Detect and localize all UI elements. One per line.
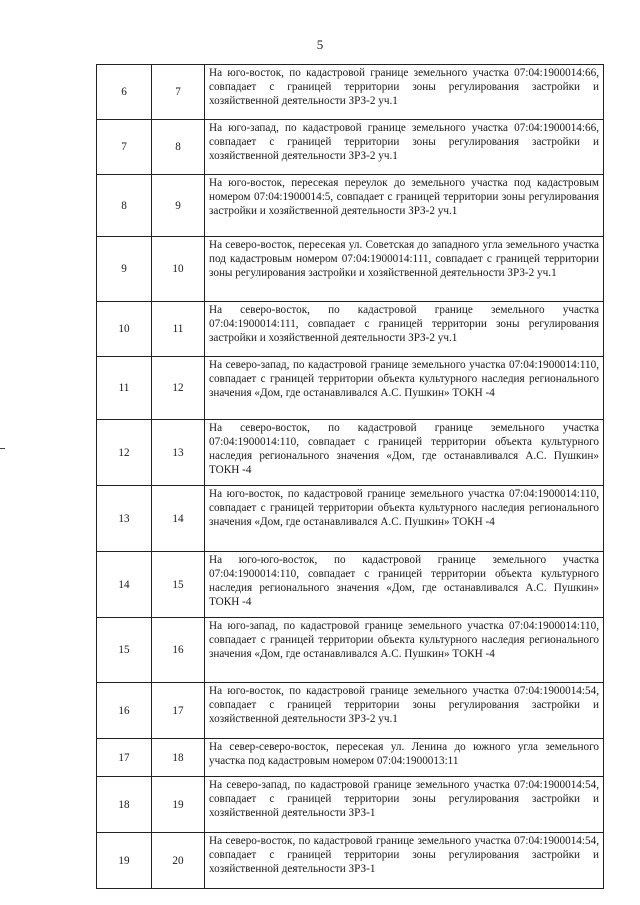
table-row — [97, 552, 604, 618]
from-point-cell: 14 — [97, 552, 152, 618]
to-point-cell: 7 — [152, 65, 205, 120]
table-row — [97, 833, 604, 889]
from-point-cell: 17 — [97, 739, 152, 777]
table-row — [97, 65, 604, 120]
description-cell: На северо-восток, по кадастровой границе земельного участка 07:04:1900014:111, совпадает с границей территории зоны регулирования застройки и хозяйственной деятельности ЗРЗ-2 уч.1 — [205, 302, 604, 357]
from-point-cell: 19 — [97, 833, 152, 889]
to-point-cell: 13 — [152, 420, 205, 486]
to-point-cell: 20 — [152, 833, 205, 889]
description-cell: На северо-запад, по кадастровой границе земельного участка 07:04:1900014:54, совпадает с границей территории зоны регулирования застройки и хозяйственной деятельности ЗРЗ-1 — [205, 777, 604, 833]
to-point-cell: 16 — [152, 618, 205, 683]
from-point-cell: 16 — [97, 683, 152, 739]
description-cell: На юго-восток, по кадастровой границе земельного участка 07:04:1900014:66, совпадает с границей территории зоны регулирования застройки и хозяйственной деятельности ЗРЗ-2 уч.1 — [205, 65, 604, 120]
from-point-cell: 10 — [97, 302, 152, 357]
table-row — [97, 357, 604, 420]
from-point-cell: 12 — [97, 420, 152, 486]
from-point-cell: 9 — [97, 237, 152, 302]
description-cell: На юго-запад, по кадастровой границе земельного участка 07:04:1900014:66, совпадает с границей территории зоны регулирования застройки и хозяйственной деятельности ЗРЗ-2 уч.1 — [205, 120, 604, 175]
table-row — [97, 302, 604, 357]
boundary-table — [96, 64, 604, 889]
table-row — [97, 175, 604, 237]
to-point-cell: 11 — [152, 302, 205, 357]
table-row — [97, 683, 604, 739]
from-point-cell: 15 — [97, 618, 152, 683]
table-row — [97, 739, 604, 777]
to-point-cell: 9 — [152, 175, 205, 237]
description-cell: На юго-восток, по кадастровой границе земельного участка 07:04:1900014:110, совпадает с границей территории объекта культурного наследия регионального значения «Дом, где останавливался А.С. Пушкин» ТОКН -4 — [205, 486, 604, 552]
to-point-cell: 17 — [152, 683, 205, 739]
margin-mark — [0, 448, 5, 449]
description-cell: На северо-восток, по кадастровой границе земельного участка 07:04:1900014:54, совпадает с границей территории зоны регулирования застройки и хозяйственной деятельности ЗРЗ-1 — [205, 833, 604, 889]
from-point-cell: 11 — [97, 357, 152, 420]
table-row — [97, 237, 604, 302]
from-point-cell: 13 — [97, 486, 152, 552]
to-point-cell: 19 — [152, 777, 205, 833]
description-cell: На юго-юго-восток, по кадастровой границе земельного участка 07:04:1900014:110, совпадает с границей территории объекта культурного наследия регионального значения «Дом, где останавливался А.С. Пушкин» ТОКН -4 — [205, 552, 604, 618]
from-point-cell: 7 — [97, 120, 152, 175]
description-cell: На юго-восток, по кадастровой границе земельного участка 07:04:1900014:54, совпадает с границей территории зоны регулирования застройки и хозяйственной деятельности ЗРЗ-2 уч.1 — [205, 683, 604, 739]
description-cell: На северо-восток, пересекая ул. Советская до западного угла земельного участка под кадастровым номером 07:04:1900014:111, совпадает с границей территории зоны регулирования застройки и хозяйственной деятельности ЗРЗ-2 уч.1 — [205, 237, 604, 302]
description-cell: На север-северо-восток, пересекая ул. Ленина до южного угла земельного участка под кадастровым номером 07:04:1900013:11 — [205, 739, 604, 777]
description-cell: На северо-восток, по кадастровой границе земельного участка 07:04:1900014:110, совпадает с границей территории объекта культурного наследия регионального значения «Дом, где останавливался А.С. Пушкин» ТОКН -4 — [205, 420, 604, 486]
to-point-cell: 8 — [152, 120, 205, 175]
from-point-cell: 18 — [97, 777, 152, 833]
to-point-cell: 14 — [152, 486, 205, 552]
from-point-cell: 8 — [97, 175, 152, 237]
description-cell: На северо-запад, по кадастровой границе земельного участка 07:04:1900014:110, совпадает с границей территории объекта культурного наследия регионального значения «Дом, где останавливался А.С. Пушкин» ТОКН -4 — [205, 357, 604, 420]
description-cell: На юго-восток, пересекая переулок до земельного участка под кадастровым номером 07:04:1900014:5, совпадает с границей территории зоны регулирования застройки и хозяйственной деятельности ЗРЗ-2 уч.1 — [205, 175, 604, 237]
table-row — [97, 777, 604, 833]
table-row — [97, 120, 604, 175]
to-point-cell: 18 — [152, 739, 205, 777]
to-point-cell: 15 — [152, 552, 205, 618]
to-point-cell: 10 — [152, 237, 205, 302]
from-point-cell: 6 — [97, 65, 152, 120]
to-point-cell: 12 — [152, 357, 205, 420]
table-row — [97, 420, 604, 486]
page-number: 5 — [316, 37, 324, 52]
description-cell: На юго-запад, по кадастровой границе земельного участка 07:04:1900014:110, совпадает с границей территории объекта культурного наследия регионального значения «Дом, где останавливался А.С. Пушкин» ТОКН -4 — [205, 618, 604, 683]
table-row — [97, 618, 604, 683]
table-row — [97, 486, 604, 552]
